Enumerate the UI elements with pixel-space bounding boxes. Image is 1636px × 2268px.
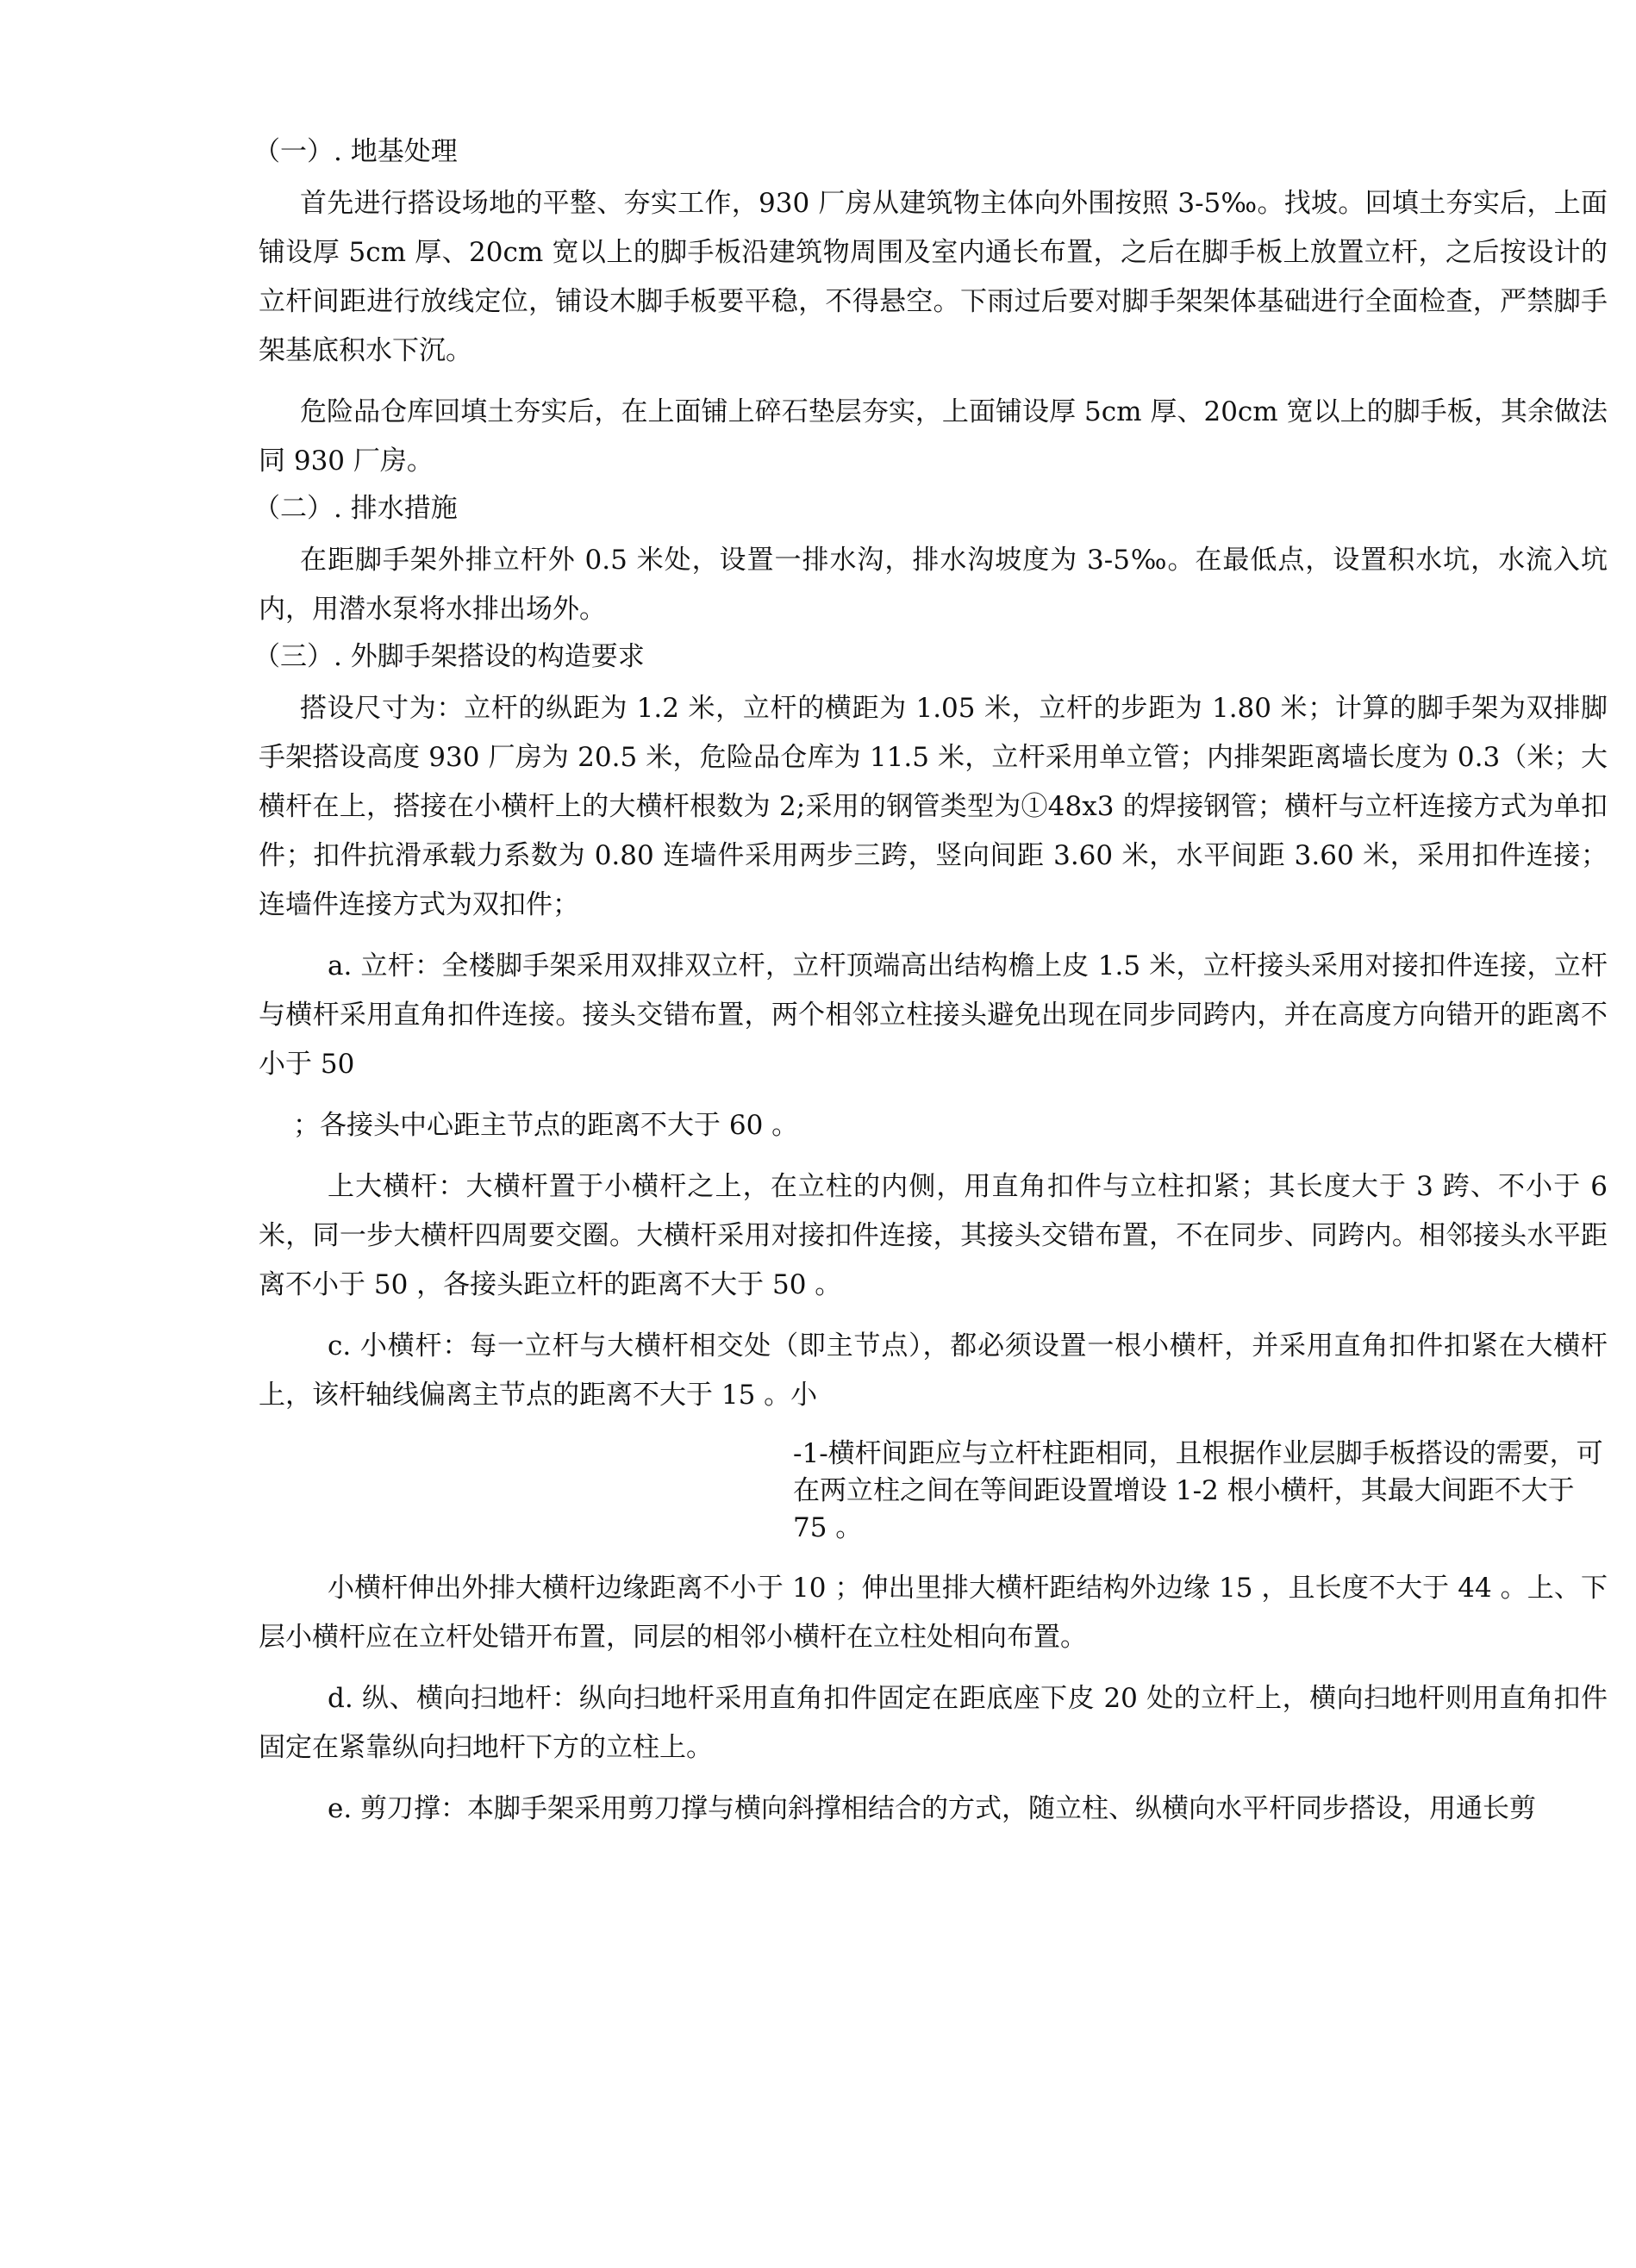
- paragraph-item-a-pole: a. 立杆：全楼脚手架采用双排双立杆，立杆顶端高出结构檐上皮 1.5 米，立杆接头采用对接扣件连接，立杆与横杆采用直角扣件连接。接头交错布置，两个相邻立柱接头避免出现在同步同跨内，并在高度方向错开的距离不小于 50: [259, 950, 1608, 1080]
- paragraph-item-c-continued: 小横杆伸出外排大横杆边缘距离不小于 10 ；伸出里排大横杆距结构外边缘 15 ，且长度不大于 44 。上、下层小横杆应在立杆处错开布置，同层的相邻小横杆在立柱处相向布置。: [259, 1573, 1608, 1653]
- document-page: [253, 129, 1608, 1834]
- page-footnote: -1-横杆间距应与立杆柱距相同，且根据作业层脚手板搭设的需要，可在两立柱之间在等间距设置增设 1-2 根小横杆，其最大间距不大于 75 。: [793, 1438, 1603, 1543]
- paragraph-item-a-continued: ；各接头中心距主节点的距离不大于 60 。: [293, 1110, 799, 1141]
- paragraph-drainage: 在距脚手架外排立杆外 0.5 米处，设置一排水沟，排水沟坡度为 3-5‰。在最低点，设置积水坑，水流入坑内，用潜水泵将水排出场外。: [259, 545, 1608, 625]
- paragraph-site-preparation: 首先进行搭设场地的平整、夯实工作，930 厂房从建筑物主体向外围按照 3-5‰。找坡。回填土夯实后，上面铺设厚 5cm 厚、20cm 宽以上的脚手板沿建筑物周围及室内通长布置，之后在脚手板上放置立杆，之后按设计的立杆间距进行放线定位，铺设木脚手板要平稳，不得悬空。下雨过后要对脚手架架体基础进行全面检查，严禁脚手架基底积水下沉。: [259, 188, 1608, 366]
- paragraph-item-d-sweeping-rod: d. 纵、横向扫地杆：纵向扫地杆采用直角扣件固定在距底座下皮 20 处的立杆上，横向扫地杆则用直角扣件固定在紧靠纵向扫地杆下方的立柱上。: [259, 1683, 1608, 1763]
- section-heading-scaffold-requirements: （三）. 外脚手架搭设的构造要求: [253, 641, 645, 672]
- paragraph-item-e-bracing: e. 剪刀撑：本脚手架采用剪刀撑与横向斜撑相结合的方式，随立柱、纵横向水平杆同步搭设，用通长剪: [328, 1793, 1537, 1824]
- paragraph-warehouse-foundation: 危险品仓库回填土夯实后，在上面铺上碎石垫层夯实，上面铺设厚 5cm 厚、20cm 宽以上的脚手板，其余做法同 930 厂房。: [259, 396, 1608, 477]
- section-heading-drainage: （二）. 排水措施: [253, 493, 458, 524]
- paragraph-item-b-ledger: 上大横杆：大横杆置于小横杆之上，在立柱的内侧，用直角扣件与立柱扣紧；其长度大于 3 跨、不小于 6 米，同一步大横杆四周要交圈。大横杆采用对接扣件连接，其接头交错布置，不在同步、同跨内。相邻接头水平距离不小于 50 ，各接头距立杆的距离不大于 50 。: [259, 1171, 1608, 1300]
- paragraph-item-c-transom: c. 小横杆：每一立杆与大横杆相交处（即主节点），都必须设置一根小横杆，并采用直角扣件扣紧在大横杆上，该杆轴线偏离主节点的距离不大于 15 。小: [259, 1330, 1608, 1411]
- paragraph-dimensions: 搭设尺寸为：立杆的纵距为 1.2 米，立杆的横距为 1.05 米，立杆的步距为 1.80 米；计算的脚手架为双排脚手架搭设高度 930 厂房为 20.5 米，危险品仓库为 11.5 米，立杆采用单立管；内排架距离墙长度为 0.3（米；大横杆在上，搭接在小横杆上的大横杆根数为 2;采用的钢管类型为①48x3 的焊接钢管；横杆与立杆连接方式为单扣件；扣件抗滑承载力系数为 0.80 连墙件采用两步三跨，竖向间距 3.60 米，水平间距 3.60 米，采用扣件连接；连墙件连接方式为双扣件；: [259, 693, 1608, 920]
- section-heading-foundation: （一）. 地基处理: [253, 136, 458, 167]
